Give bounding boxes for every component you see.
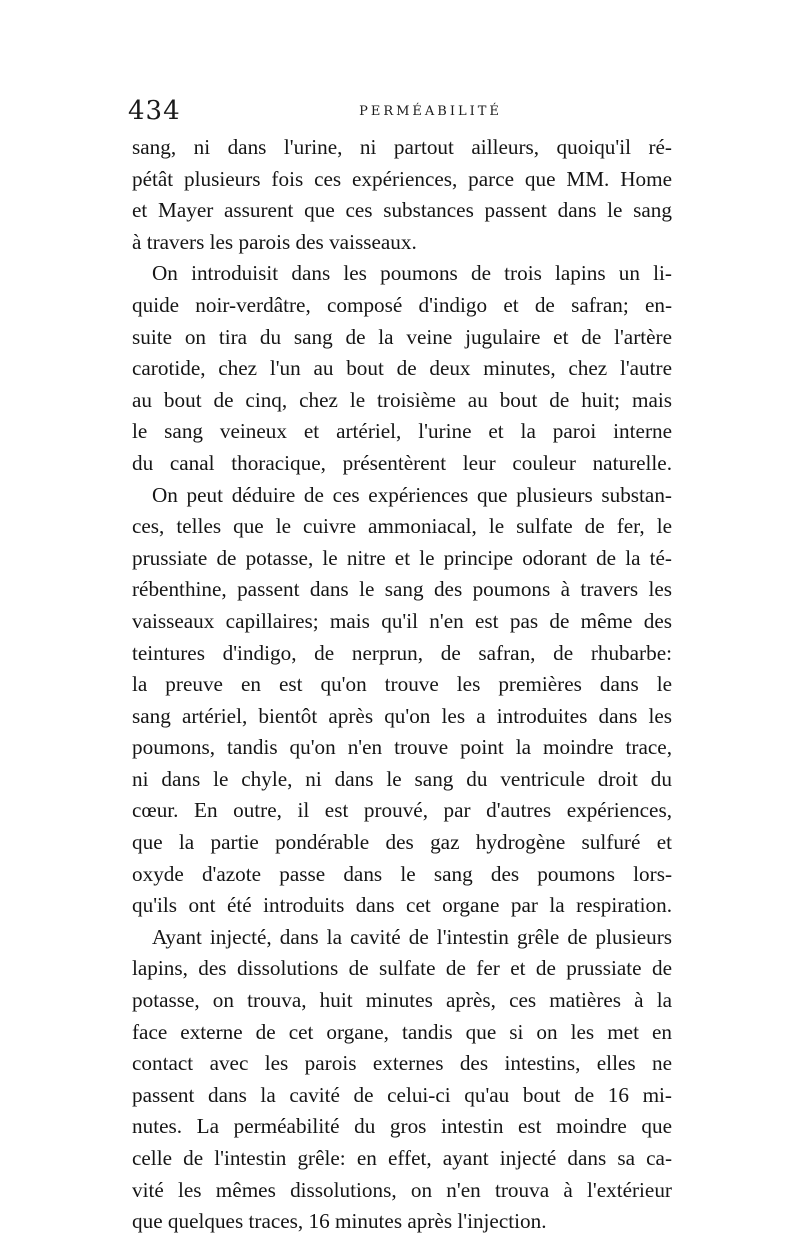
text-line: potasse, on trouva, huit minutes après, ces matières à la [132,988,672,1013]
text-line: du canal thoracique, présentèrent leur couleur naturelle. [132,450,672,475]
text-line: On introduisit dans les poumons de trois lapins un li- [152,261,672,286]
text-line: ni dans le chyle, ni dans le sang du ventricule droit du [132,766,672,791]
text-line: et Mayer assurent que ces substances passent dans le sang [132,198,672,223]
text-line: pétât plusieurs fois ces expériences, parce que MM. Home [132,166,672,191]
text-line: qu'ils ont été introduits dans cet organe par la respiration. [132,893,672,918]
text-line: sang, ni dans l'urine, ni partout ailleurs, quoiqu'il ré- [132,135,672,159]
text-line: Ayant injecté, dans la cavité de l'intestin grêle de plusieurs [152,924,672,949]
text-line: nutes. La perméabilité du gros intestin est moindre que [132,1114,672,1139]
text-line: sang artériel, bientôt après qu'on les a introduites dans les [132,703,672,728]
text-line: poumons, tandis qu'on n'en trouve point la moindre trace, [132,735,672,760]
text-line: suite on tira du sang de la veine jugulaire et de l'artère [132,324,672,349]
paragraph [132,132,672,258]
body-text [132,132,672,1238]
text-line: au bout de cinq, chez le troisième au bout de huit; mais [132,387,672,412]
text-line: lapins, des dissolutions de sulfate de fer et de prussiate de [132,956,672,981]
text-line: oxyde d'azote passe dans le sang des poumons lors- [132,861,672,886]
paragraph [132,480,672,922]
text-line: face externe de cet organe, tandis que si on les met en [132,1019,672,1044]
text-line: prussiate de potasse, le nitre et le principe odorant de la té- [132,545,672,570]
page-header [128,96,673,130]
text-line: celle de l'intestin grêle: en effet, ayant injecté dans sa ca- [132,1146,672,1170]
text-line: vité les mêmes dissolutions, on n'en trouva à l'extérieur [132,1177,672,1202]
text-line: que quelques traces, 16 minutes après l'injection. [132,1209,547,1234]
paragraph [132,258,672,479]
text-line: rébenthine, passent dans le sang des poumons à travers les [132,577,672,602]
page-number: 434 [128,96,181,126]
text-line: ces, telles que le cuivre ammoniacal, le sulfate de fer, le [132,514,672,539]
text-line: cœur. En outre, il est prouvé, par d'autres expériences, [132,798,672,823]
running-title: PERMÉABILITÉ [359,104,502,119]
text-line: à travers les parois des vaisseaux. [132,229,417,254]
paragraph [132,922,672,1238]
text-line: quide noir-verdâtre, composé d'indigo et de safran; en- [132,292,672,317]
text-line: carotide, chez l'un au bout de deux minutes, chez l'autre [132,356,672,381]
text-line: passent dans la cavité de celui-ci qu'au bout de 16 mi- [132,1082,672,1107]
text-line: le sang veineux et artériel, l'urine et la paroi interne [132,419,672,444]
text-line: On peut déduire de ces expériences que plusieurs substan- [152,482,672,507]
text-line: vaisseaux capillaires; mais qu'il n'en est pas de même des [132,608,672,633]
text-line: la preuve en est qu'on trouve les premières dans le [132,672,672,697]
text-line: teintures d'indigo, de nerprun, de safran, de rhubarbe: [132,640,672,665]
text-line: contact avec les parois externes des intestins, elles ne [132,1051,672,1076]
text-line: que la partie pondérable des gaz hydrogène sulfuré et [132,830,672,855]
